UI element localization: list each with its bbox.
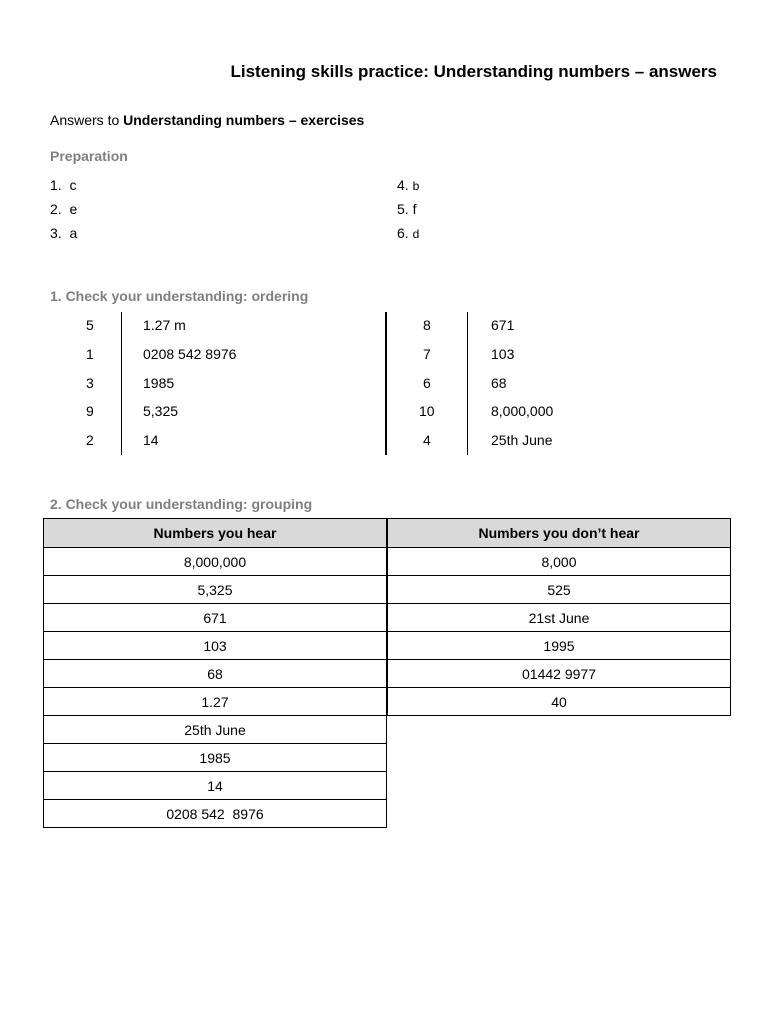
ordering-number: 7 (423, 346, 431, 362)
prep-answer-6: 6. d (397, 225, 420, 241)
table-row (44, 632, 387, 660)
grouping-heading: 2. Check your understanding: grouping (50, 496, 313, 512)
table-row (44, 548, 387, 576)
table-row (44, 800, 387, 828)
ordering-value: 8,000,000 (491, 403, 554, 419)
table-cell: 01442 9977 (388, 660, 731, 688)
page-title: Listening skills practice: Understanding numbers – answers (230, 62, 717, 81)
ordering-number: 4 (423, 432, 431, 448)
table-cell: 25th June (44, 716, 387, 744)
intro-prefix: Answers to (50, 112, 124, 128)
table-header: Numbers you don’t hear (388, 519, 731, 548)
ordering-number: 9 (86, 403, 94, 419)
table-cell: 1985 (44, 744, 387, 772)
table-row (44, 772, 387, 800)
ordering-value: 1.27 m (143, 317, 186, 333)
prep-answer-1: 1. c (50, 177, 77, 193)
ordering-number: 10 (419, 403, 435, 419)
prep-answer-3: 3. a (50, 225, 78, 241)
table-cell: 5,325 (44, 576, 387, 604)
table-cell: 14 (44, 772, 387, 800)
table-cell: 8,000 (388, 548, 731, 576)
ordering-number: 3 (86, 375, 94, 391)
table-row (388, 632, 731, 660)
prep-answer-5: 5. f (397, 201, 417, 217)
ordering-divider-left (121, 312, 122, 455)
table-row (388, 660, 731, 688)
table-row (388, 688, 731, 716)
ordering-value: 14 (143, 432, 159, 448)
preparation-heading: Preparation (50, 148, 128, 164)
table-cell: 68 (44, 660, 387, 688)
ordering-value: 25th June (491, 432, 553, 448)
table-row (44, 576, 387, 604)
numbers-you-hear-table (43, 518, 387, 828)
table-cell: 1995 (388, 632, 731, 660)
table-cell: 40 (388, 688, 731, 716)
intro-text (50, 112, 364, 128)
table-row (44, 688, 387, 716)
ordering-value: 0208 542 8976 (143, 346, 237, 362)
ordering-number: 2 (86, 432, 94, 448)
ordering-value: 671 (491, 317, 515, 333)
ordering-divider-center (385, 312, 387, 455)
table-cell: 671 (44, 604, 387, 632)
table-cell: 0208 542 8976 (44, 800, 387, 828)
ordering-value: 68 (491, 375, 507, 391)
ordering-value: 5,325 (143, 403, 179, 419)
ordering-value: 1985 (143, 375, 175, 391)
ordering-number: 6 (423, 375, 431, 391)
ordering-value: 103 (491, 346, 515, 362)
table-row (388, 576, 731, 604)
prep-answer-4: 4. b (397, 177, 420, 193)
table-row (388, 604, 731, 632)
table-row (44, 744, 387, 772)
table-row (44, 604, 387, 632)
ordering-number: 1 (86, 346, 94, 362)
prep-answer-2: 2. e (50, 201, 78, 217)
intro-exercise-title: Understanding numbers – exercises (123, 112, 365, 128)
table-cell: 103 (44, 632, 387, 660)
ordering-divider-right (467, 312, 468, 455)
numbers-you-dont-hear-table (387, 518, 731, 716)
ordering-number: 5 (86, 317, 94, 333)
table-row (388, 548, 731, 576)
table-cell: 21st June (388, 604, 731, 632)
table-row (44, 716, 387, 744)
ordering-number: 8 (423, 317, 431, 333)
table-row (44, 660, 387, 688)
ordering-heading: 1. Check your understanding: ordering (50, 288, 309, 304)
table-cell: 8,000,000 (44, 548, 387, 576)
table-cell: 525 (388, 576, 731, 604)
table-header: Numbers you hear (44, 519, 387, 548)
table-cell: 1.27 (44, 688, 387, 716)
